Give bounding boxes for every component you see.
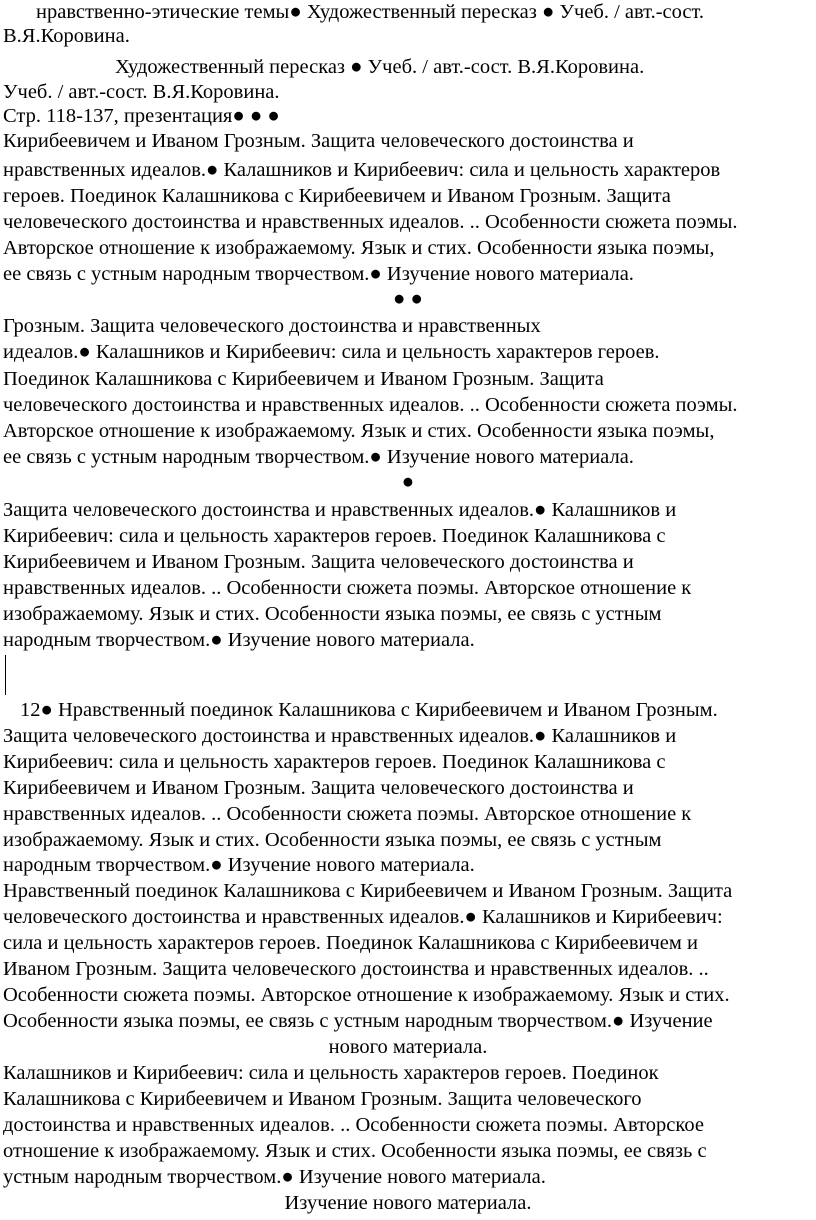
text-line: народным творчеством.● Изучение нового материала. xyxy=(3,629,475,651)
text-line: Грозным. Защита человеческого достоинства и нравственных xyxy=(3,315,541,337)
text-line: В.Я.Коровина. xyxy=(3,25,130,47)
text-line-centered: нового материала. xyxy=(328,1036,488,1058)
text-line-centered: Изучение нового материала. xyxy=(284,1192,532,1214)
text-line: нравственно-этические темы● Художественный пересказ ● Учеб. / авт.-сост. xyxy=(36,1,705,23)
text-line: человеческого достоинства и нравственных идеалов. .. Особенности сюжета поэмы. xyxy=(3,211,738,233)
vertical-rule xyxy=(5,655,6,695)
text-line: изображаемому. Язык и стих. Особенности языка поэмы, ее связь с устным xyxy=(3,603,662,625)
text-line: достоинства и нравственных идеалов. .. Особенности сюжета поэмы. Авторское xyxy=(3,1114,704,1136)
text-line: Кирибеевичем и Иваном Грозным. Защита человеческого достоинства и xyxy=(3,551,634,573)
text-line: Иваном Грозным. Защита человеческого достоинства и нравственных идеалов. .. xyxy=(3,958,709,980)
text-line: Кирибеевич: сила и цельность характеров героев. Поединок Калашникова с xyxy=(3,751,666,773)
text-line: идеалов.● Калашников и Кирибеевич: сила и цельность характеров героев. xyxy=(3,341,660,363)
text-line: 12● Нравственный поединок Калашникова с Кирибеевичем и Иваном Грозным. xyxy=(20,699,718,721)
text-line: устным народным творчеством.● Изучение нового материала. xyxy=(3,1166,546,1188)
text-line: Поединок Калашникова с Кирибеевичем и Иваном Грозным. Защита xyxy=(3,368,604,390)
text-line: сила и цельность характеров героев. Поединок Калашникова с Кирибеевичем и xyxy=(3,932,698,954)
text-line: отношение к изображаемому. Язык и стих. Особенности языка поэмы, ее связь с xyxy=(3,1140,707,1162)
text-line: Нравственный поединок Калашникова с Кирибеевичем и Иваном Грозным. Защита xyxy=(3,880,733,902)
text-line: нравственных идеалов.● Калашников и Кирибеевич: сила и цельность характеров xyxy=(3,159,721,181)
text-line: Защита человеческого достоинства и нравственных идеалов.● Калашников и xyxy=(3,725,677,747)
text-line: Калашникова с Кирибеевичем и Иваном Грозным. Защита человеческого xyxy=(3,1088,642,1110)
text-line: человеческого достоинства и нравственных идеалов. .. Особенности сюжета поэмы. xyxy=(3,394,738,416)
text-line: Авторское отношение к изображаемому. Язык и стих. Особенности языка поэмы, xyxy=(3,420,715,442)
bullet-separator: ● ● xyxy=(393,288,423,310)
text-line: Особенности сюжета поэмы. Авторское отношение к изображаемому. Язык и стих. xyxy=(3,984,730,1006)
text-line: Художественный пересказ ● Учеб. / авт.-сост. В.Я.Коровина. xyxy=(115,56,645,78)
text-line: Стр. 118-137, презентация● ● ● xyxy=(3,105,280,127)
text-line: Кирибеевичем и Иваном Грозным. Защита человеческого достоинства и xyxy=(3,777,634,799)
bullet-separator: ● xyxy=(401,471,415,493)
text-line: нравственных идеалов. .. Особенности сюжета поэмы. Авторское отношение к xyxy=(3,577,692,599)
text-line: нравственных идеалов. .. Особенности сюжета поэмы. Авторское отношение к xyxy=(3,803,692,825)
text-line: изображаемому. Язык и стих. Особенности языка поэмы, ее связь с устным xyxy=(3,829,662,851)
text-line: народным творчеством.● Изучение нового материала. xyxy=(3,854,475,876)
text-line: Авторское отношение к изображаемому. Язык и стих. Особенности языка поэмы, xyxy=(3,237,715,259)
text-line: ее связь с устным народным творчеством.● Изучение нового материала. xyxy=(3,263,634,285)
text-line: Учеб. / авт.-сост. В.Я.Коровина. xyxy=(3,81,280,103)
text-line: Особенности языка поэмы, ее связь с устным народным творчеством.● Изучение xyxy=(3,1010,713,1032)
text-line: ее связь с устным народным творчеством.● Изучение нового материала. xyxy=(3,446,634,468)
text-line: Калашников и Кирибеевич: сила и цельность характеров героев. Поединок xyxy=(3,1062,659,1084)
text-line: человеческого достоинства и нравственных идеалов.● Калашников и Кирибеевич: xyxy=(3,906,723,928)
text-line: героев. Поединок Калашникова с Кирибеевичем и Иваном Грозным. Защита xyxy=(3,185,671,207)
text-line: Кирибеевичем и Иваном Грозным. Защита человеческого достоинства и xyxy=(3,130,634,152)
text-line: Кирибеевич: сила и цельность характеров героев. Поединок Калашникова с xyxy=(3,525,666,547)
text-line: Защита человеческого достоинства и нравственных идеалов.● Калашников и xyxy=(3,499,677,521)
